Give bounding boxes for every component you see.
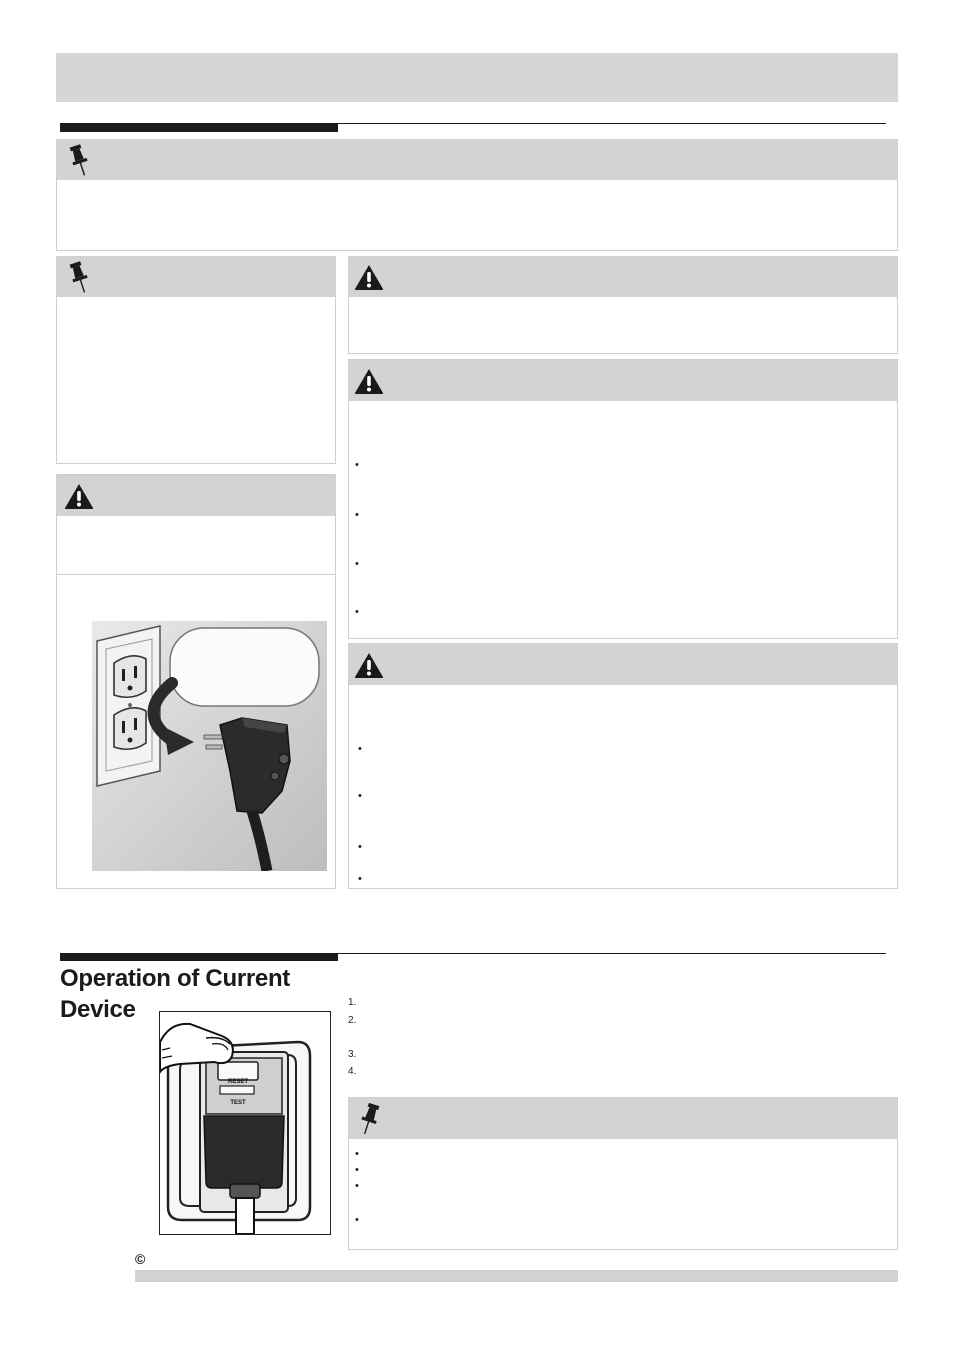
warning-triangle-icon: [354, 652, 384, 679]
section-rule-thick: [60, 953, 338, 961]
bullet: •: [355, 606, 359, 618]
pushpin-icon: [357, 1101, 383, 1137]
bullet: •: [358, 841, 362, 853]
step-number: 2.: [348, 1015, 357, 1026]
step-number: 1.: [348, 997, 357, 1008]
bullet: •: [355, 1164, 359, 1176]
note-panel-bottom-header: [349, 1098, 897, 1139]
warning-panel-right-c-header: [349, 644, 897, 685]
outlet-plug-illustration: [92, 621, 327, 871]
bullet: •: [355, 459, 359, 471]
divider: [57, 574, 335, 575]
bullet: •: [358, 790, 362, 802]
warning-panel-right-b: [348, 359, 898, 639]
warning-triangle-icon: [354, 264, 384, 291]
section-title-line1: Operation of Current: [60, 965, 291, 992]
bullet: •: [358, 743, 362, 755]
bullet: •: [355, 1148, 359, 1160]
device-illustration: [159, 1011, 331, 1235]
warning-triangle-icon: [64, 483, 94, 510]
section-rule-thin: [338, 953, 886, 954]
note-panel-top-header: [57, 140, 897, 180]
section-rule-thin: [338, 123, 886, 124]
reset-label: RESET: [227, 1079, 249, 1085]
warning-panel-right-a: [348, 256, 898, 354]
note-panel-left: [56, 256, 336, 464]
bullet: •: [355, 509, 359, 521]
step-number: 3.: [348, 1049, 357, 1060]
pushpin-icon: [67, 259, 93, 295]
bullet: •: [355, 1214, 359, 1226]
warning-triangle-icon: [354, 368, 384, 395]
warning-panel-right-b-header: [349, 360, 897, 401]
warning-panel-left: [56, 474, 336, 889]
footer-bar: [135, 1270, 898, 1282]
bullet: •: [355, 558, 359, 570]
warning-panel-right-c: [348, 643, 898, 889]
note-panel-left-header: [57, 257, 335, 297]
section-title-line2: Device: [60, 996, 136, 1023]
note-panel-top: [56, 139, 898, 251]
warning-panel-left-header: [57, 475, 335, 516]
bullet: •: [358, 873, 362, 885]
step-number: 4.: [348, 1066, 357, 1077]
section-rule-thick: [60, 123, 338, 132]
copyright-symbol: ©: [135, 1251, 146, 1267]
warning-panel-right-a-header: [349, 257, 897, 297]
note-panel-bottom: [348, 1097, 898, 1250]
top-banner: [56, 53, 898, 102]
pushpin-icon: [67, 142, 93, 178]
bullet: •: [355, 1180, 359, 1192]
test-label: TEST: [230, 1100, 246, 1106]
